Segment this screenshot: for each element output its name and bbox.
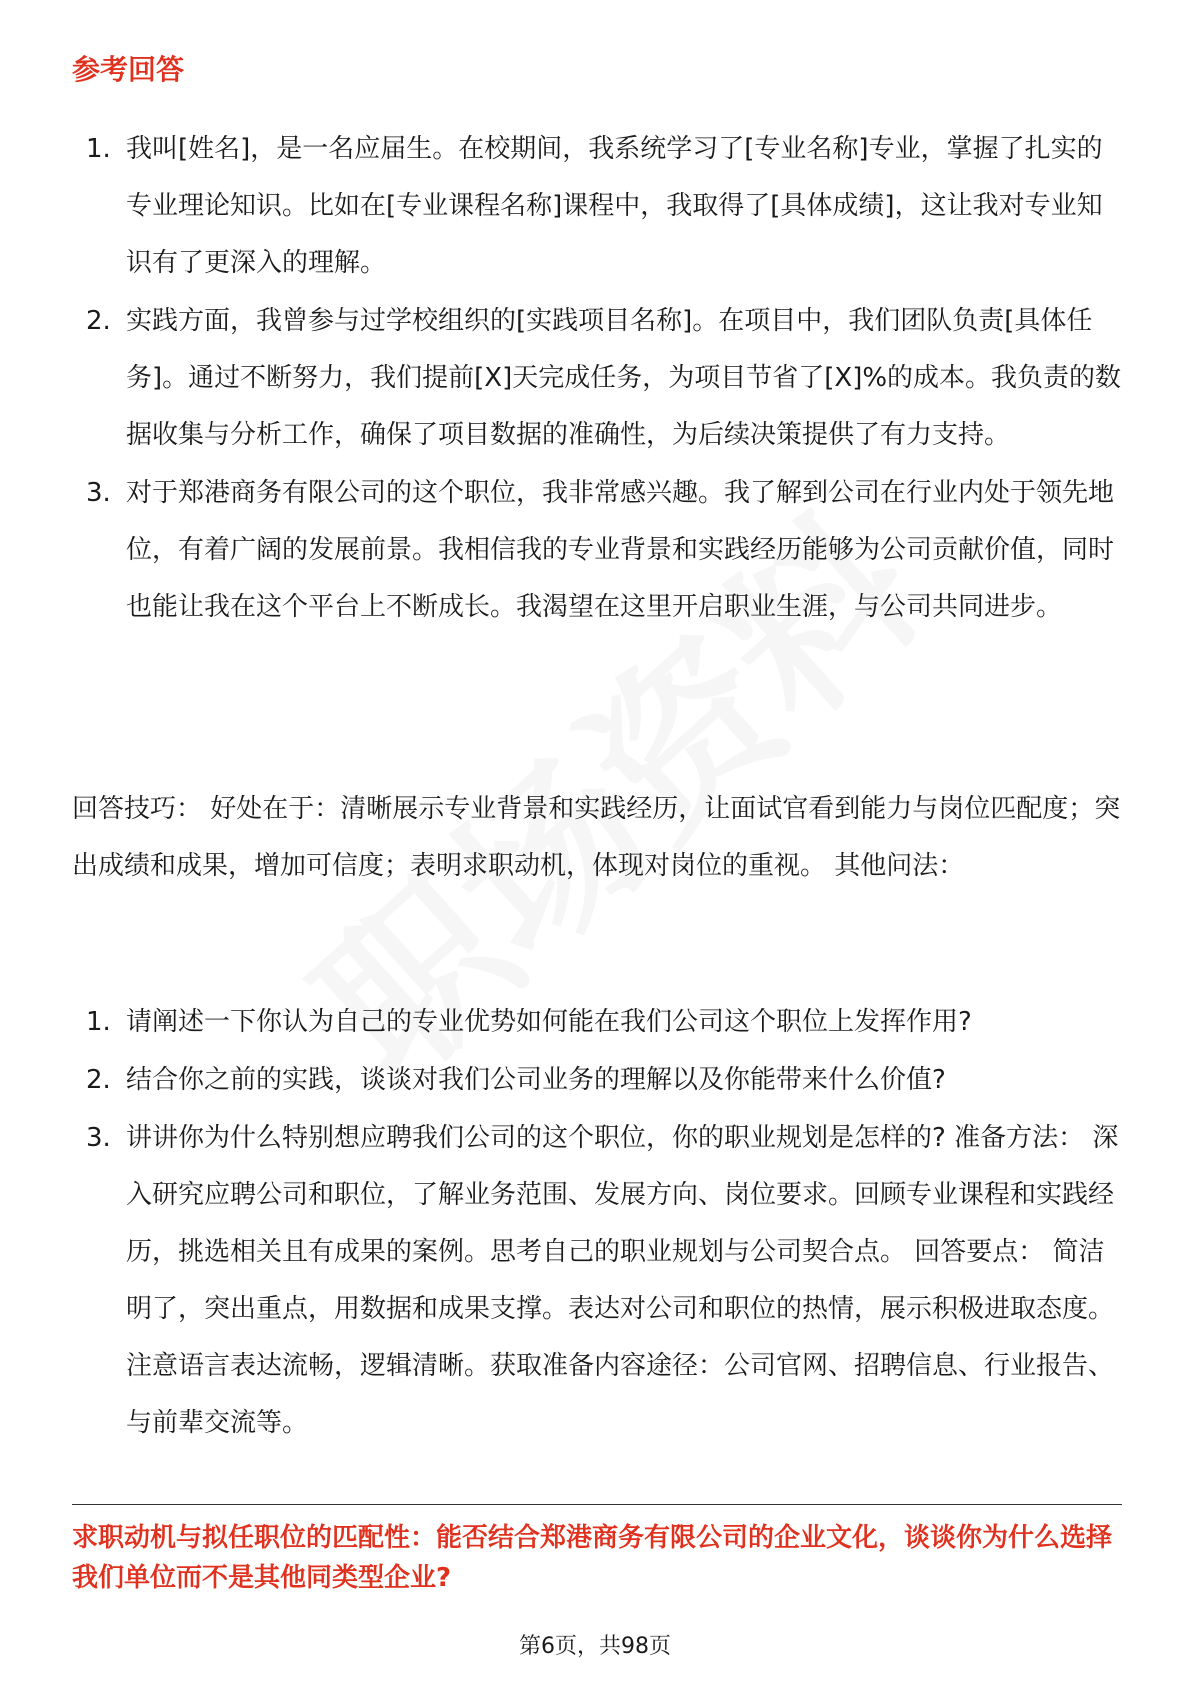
document-page (72, 0, 1122, 1684)
list-item-number: 2. (86, 1065, 111, 1095)
other-questions-list (72, 994, 1122, 1453)
section-heading: 参考回答 (72, 53, 185, 86)
list-item-text: 对于郑港商务有限公司的这个职位，我非常感兴趣。我了解到公司在行业内处于领先地位，有着广阔的发展前景。我相信我的专业背景和实践经历能够为公司贡献价值，同时也能让我在这个平台上不断成长。我渴望在这里开启职业生涯，与公司共同进步。 (126, 478, 1115, 622)
list-item-number: 2. (86, 306, 111, 336)
list-item (72, 465, 1122, 636)
list-item-text: 请阐述一下你认为自己的专业优势如何能在我们公司这个职位上发挥作用? (126, 1007, 972, 1037)
answer-list (72, 121, 1122, 637)
list-item-text: 实践方面，我曾参与过学校组织的[实践项目名称]。在项目中，我们团队负责[具体任务]。通过不断努力，我们提前[X]天完成任务，为项目节省了[X]%的成本。我负责的数据收集与分析工作，确保了项目数据的准确性，为后续决策提供了有力支持。 (126, 306, 1122, 450)
section-divider (72, 1504, 1122, 1505)
list-item-number: 3. (86, 1123, 111, 1153)
list-item (72, 1052, 1122, 1109)
list-item-text: 我叫[姓名]，是一名应届生。在校期间，我系统学习了[专业名称]专业，掌握了扎实的专业理论知识。比如在[专业课程名称]课程中，我取得了[具体成绩]，这让我对专业知识有了更深入的理解。 (126, 134, 1103, 278)
list-item-text: 讲讲你为什么特别想应聘我们公司的这个职位，你的职业规划是怎样的? 准备方法： 深入研究应聘公司和职位，了解业务范围、发展方向、岗位要求。回顾专业课程和实践经历，挑选相关且有成果的案例。思考自己的职业规划与公司契合点。 回答要点： 简洁明了，突出重点，用数据和成果支撑。表达对公司和职位的热情，展示积极进取态度。注意语言表达流畅，逻辑清晰。获取准备内容途径：公司官网、招聘信息、行业报告、与前辈交流等。 (126, 1123, 1119, 1438)
answer-tips-paragraph: 回答技巧： 好处在于：清晰展示专业背景和实践经历，让面试官看到能力与岗位匹配度；突出成绩和成果，增加可信度；表明求职动机，体现对岗位的重视。 其他问法： (72, 794, 1121, 881)
list-item (72, 994, 1122, 1051)
list-item (72, 1110, 1122, 1452)
list-item-number: 3. (86, 478, 111, 508)
list-item-number: 1. (86, 134, 111, 164)
list-item (72, 121, 1122, 292)
page-footer: 第6页，共98页 (519, 1634, 671, 1659)
list-item-text: 结合你之前的实践，谈谈对我们公司业务的理解以及你能带来什么价值? (126, 1065, 946, 1095)
next-question-heading: 求职动机与拟任职位的匹配性：能否结合郑港商务有限公司的企业文化，谈谈你为什么选择我们单位而不是其他同类型企业? (72, 1523, 1113, 1593)
list-item-number: 1. (86, 1007, 111, 1037)
list-item (72, 293, 1122, 464)
